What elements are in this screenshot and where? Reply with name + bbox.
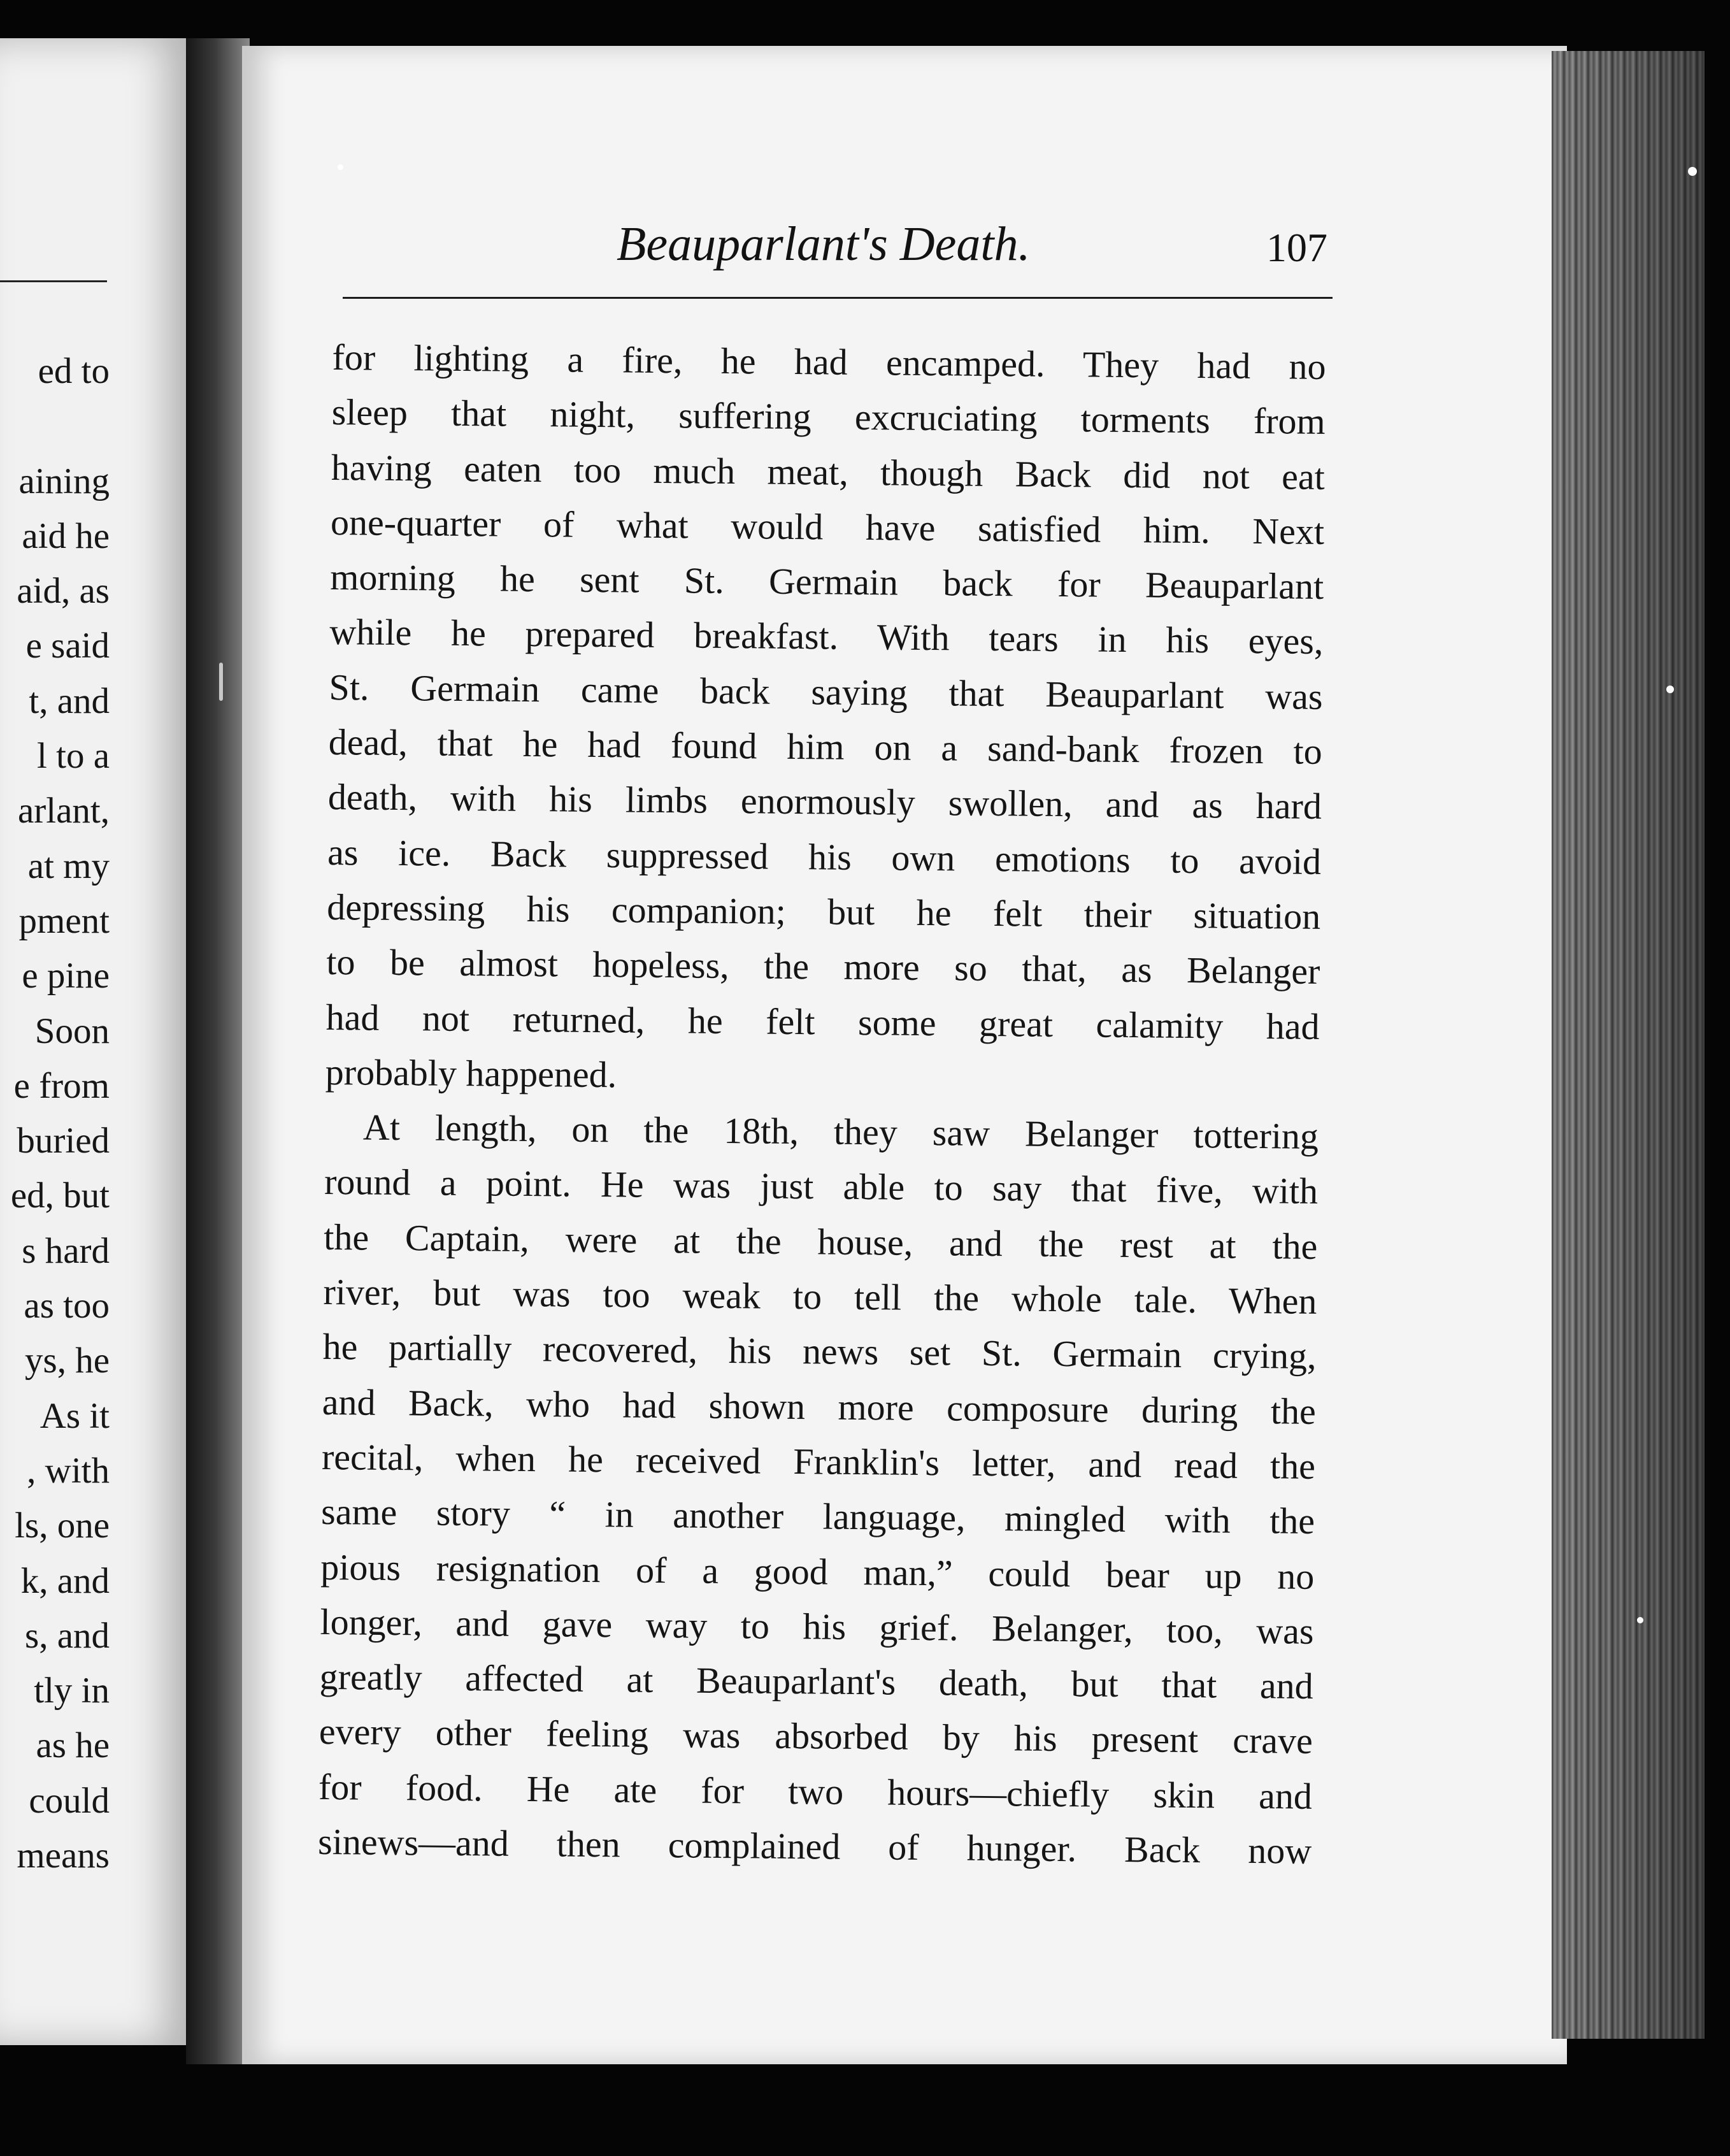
text-line: while he prepared breakfast. With tears in his eyes, [329,611,1324,663]
scan-speck [1637,1617,1643,1623]
page-number: 107 [1266,225,1327,270]
text-line: for food. He ate for two hours—chiefly skin and [318,1765,1313,1817]
left-page-fragment: tly in [34,1671,110,1711]
text-line: one-quarter of what would have satisfied him. Next [330,501,1325,552]
text-line: river, but was too weak to tell the whole tale. When [323,1270,1317,1322]
page-edge-shadow [1552,51,1705,2039]
text-line: greatly affected at Beauparlant's death, but that and [319,1656,1313,1707]
running-head-title: Beauparlant's Death. [617,217,1031,271]
text-line: the Captain, were at the house, and the rest at the [324,1216,1318,1267]
text-line: pious resignation of a good man,” could bear up no [320,1546,1315,1597]
left-page-fragment: means [17,1836,110,1876]
text-line: sleep that night, suffering excruciating torments from [331,391,1326,443]
left-page-text-fragments [11,344,110,1883]
book-gutter [186,38,250,2064]
left-page-fragment: s, and [25,1615,110,1656]
left-page-fragment: k, and [20,1560,110,1601]
text-line: round a point. He was just able to say that five, with [324,1161,1319,1212]
left-page-fragment: as he [36,1725,110,1766]
left-page-fragment: Soon [34,1010,110,1051]
text-line: same story “ in another language, mingled with the [320,1491,1315,1542]
running-head-rule [343,297,1333,299]
left-page-fragment: , with [27,1450,110,1491]
left-page-fragment: could [29,1780,110,1821]
left-page-fragment: aid he [22,515,110,556]
left-page-fragment: l to a [37,736,110,777]
left-page-fragment: ed to [38,351,110,391]
text-line: as ice. Back suppressed his own emotions to avoid [327,831,1322,882]
text-line: having eaten too much meat, though Back did not eat [331,446,1326,498]
text-line: and Back, who had shown more composure during the [322,1381,1317,1432]
text-line: had not returned, he felt some great calamity had [325,996,1320,1047]
text-line: recital, when he received Franklin's letter, and read the [321,1435,1316,1487]
scan-speck [1688,167,1697,176]
left-header-rule [0,280,107,282]
left-page-fragment: as too [24,1286,110,1326]
paragraph-start-line: At length, on the 18th, they saw Belanger tottering [362,1106,1319,1158]
left-facing-page [0,38,191,2045]
text-line: death, with his limbs enormously swollen, and as hard [327,776,1322,828]
scan-speck [338,164,343,170]
text-line: dead, that he had found him on a sand-bank frozen to [328,721,1323,773]
paragraph-end-line: probably happened. [325,1051,617,1096]
left-page-fragment: aid, as [17,571,110,612]
text-line: morning he sent St. Germain back for Beauparlant [329,556,1324,608]
text-line: longer, and gave way to his grief. Belanger, too, was [320,1600,1314,1652]
scan-speck [219,663,223,701]
left-page-fragment: As it [39,1395,110,1436]
left-page-fragment: pment [18,900,110,941]
scan-speck [1666,686,1674,693]
left-page-fragment: arlant, [17,791,110,831]
text-line: for lighting a fire, he had encamped. They had no [332,336,1326,387]
text-line: he partially recovered, his news set St. Germain crying, [322,1326,1317,1377]
left-page-fragment: e pine [22,956,110,996]
text-line: every other feeling was absorbed by his present crave [318,1711,1313,1762]
left-page-fragment: buried [17,1121,110,1161]
left-page-fragment: ed, but [10,1175,110,1216]
left-page-fragment: at my [27,845,110,886]
left-page-fragment: ls, one [15,1506,110,1546]
text-line: sinews—and then complained of hunger. Back now [317,1820,1312,1872]
left-page-fragment: ys, he [25,1340,110,1381]
left-page-fragment [11,399,110,454]
body-text [318,330,1326,1879]
text-line: St. Germain came back saying that Beauparlant was [329,666,1323,717]
left-page-fragment: t, and [29,680,110,721]
text-line: to be almost hopeless, the more so that, as Belanger [326,941,1320,993]
left-page-fragment: e from [13,1065,110,1106]
left-page-fragment: e said [25,626,110,666]
left-page-fragment: s hard [22,1230,110,1271]
left-page-fragment: aining [18,461,110,501]
text-line: depressing his companion; but he felt their situation [326,886,1321,937]
